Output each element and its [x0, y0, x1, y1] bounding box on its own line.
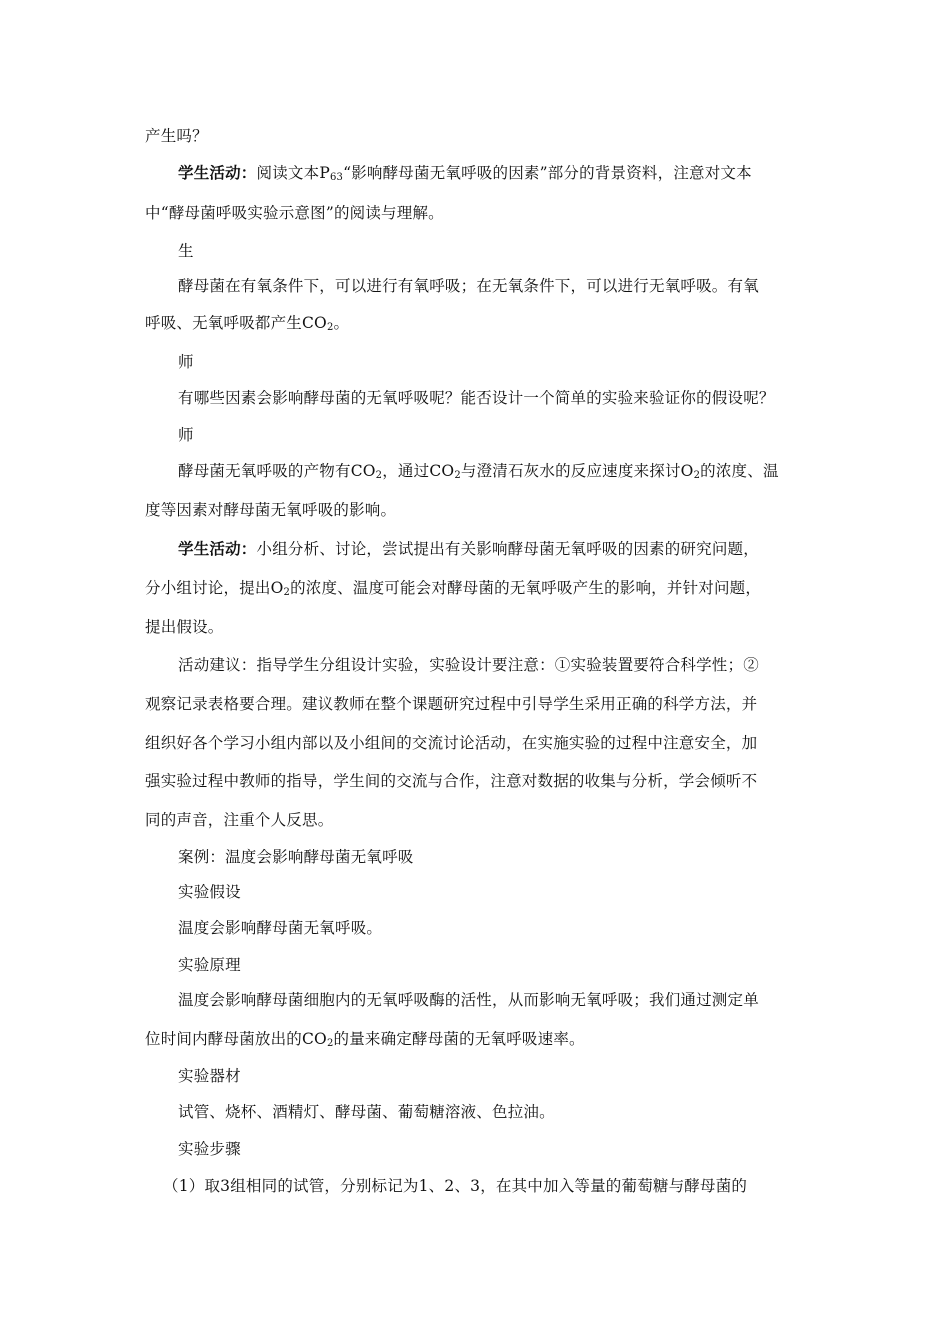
text-line: 同的声音，注重个人反思。	[145, 811, 334, 829]
text-line: 酵母菌无氧呼吸的产物有$CO_2$，通过$CO_2$与澄清石灰水的反应速度来探讨$O_2$的浓度、温	[178, 462, 779, 481]
text-line: 温度会影响酵母菌无氧呼吸。	[178, 919, 383, 937]
text-line: 呼吸、无氧呼吸都产生$CO_2$。	[145, 314, 350, 333]
section-heading: 实验假设	[178, 883, 241, 901]
section-heading: 实验原理	[178, 956, 241, 974]
activity-label: 学生活动：	[178, 539, 257, 558]
text-line: 试管、烧杯、酒精灯、酵母菌、葡萄糖溶液、色拉油。	[178, 1103, 555, 1121]
text-line: 强实验过程中教师的指导，学生间的交流与合作，注意对数据的收集与分析，学会倾听不	[145, 772, 758, 790]
text-line: 提出假设。	[145, 618, 224, 636]
activity-label: 学生活动：	[178, 163, 257, 182]
text-line: 位时间内酵母菌放出的$CO_2$的量来确定酵母菌的无氧呼吸速率。	[145, 1030, 585, 1049]
speaker-label: 师	[178, 426, 194, 444]
text-line: 学生活动：小组分析、讨论，尝试提出有关影响酵母菌无氧呼吸的因素的研究问题，	[178, 539, 759, 558]
text-line: 学生活动：阅读文本$P_{63}“$影响酵母菌无氧呼吸的因素”部分的背景资料，注意对文本	[178, 163, 752, 183]
text-line: 中“酵母菌呼吸实验示意图”的阅读与理解。	[145, 204, 444, 222]
text-line: 观察记录表格要合理。建议教师在整个课题研究过程中引导学生采用正确的科学方法，并	[145, 695, 758, 713]
text-line: 活动建议：指导学生分组设计实验，实验设计要注意：①实验装置要符合科学性；②	[178, 656, 759, 674]
speaker-label: 师	[178, 353, 194, 371]
speaker-label: 生	[178, 242, 194, 260]
text-line: 分小组讨论，提出$O_2$的浓度、温度可能会对酵母菌的无氧呼吸产生的影响，并针对问题，	[145, 579, 762, 598]
case-title: 案例：温度会影响酵母菌无氧呼吸	[178, 848, 414, 866]
section-heading: 实验器材	[178, 1067, 241, 1085]
step-line: （1）取3组相同的试管，分别标记为1、2、3，在其中加入等量的葡萄糖与酵母菌的	[163, 1177, 748, 1195]
text-line: 有哪些因素会影响酵母菌的无氧呼吸呢？能否设计一个简单的实验来验证你的假设呢？	[178, 389, 775, 407]
text-line: 产生吗？	[145, 127, 208, 145]
text-line: 度等因素对酵母菌无氧呼吸的影响。	[145, 501, 397, 519]
text-line: 组织好各个学习小组内部以及小组间的交流讨论活动，在实施实验的过程中注意安全，加	[145, 734, 758, 752]
text-line: 酵母菌在有氧条件下，可以进行有氧呼吸；在无氧条件下，可以进行无氧呼吸。有氧	[178, 277, 759, 295]
text-line: 温度会影响酵母菌细胞内的无氧呼吸酶的活性，从而影响无氧呼吸；我们通过测定单	[178, 991, 759, 1009]
section-heading: 实验步骤	[178, 1140, 241, 1158]
